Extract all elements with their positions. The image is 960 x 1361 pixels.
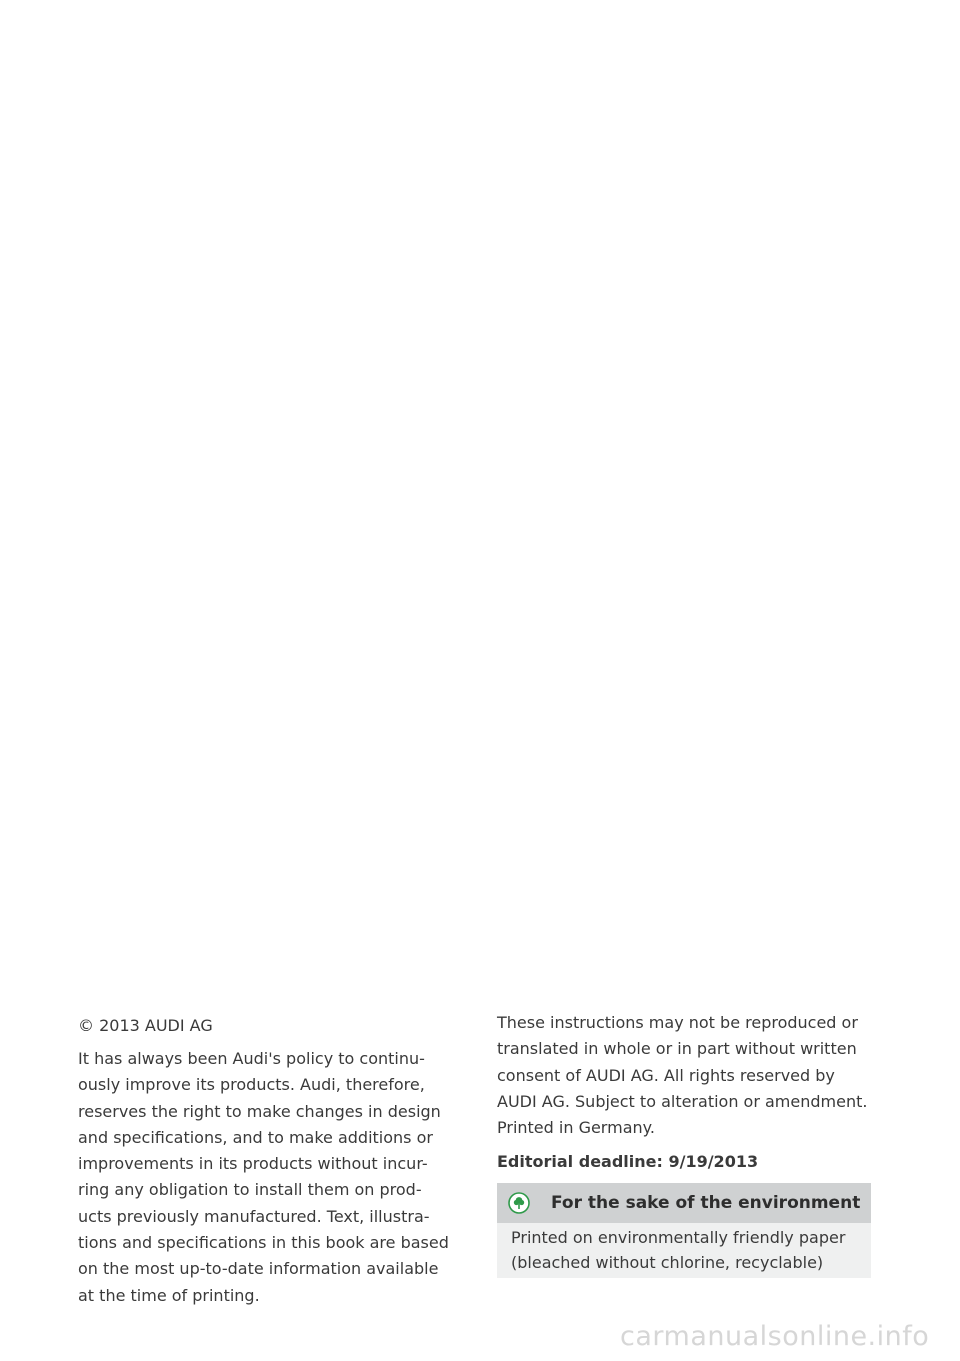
policy-line: on the most up-to-date information available (78, 1259, 439, 1279)
policy-line: It has always been Audi's policy to continu- (78, 1049, 425, 1068)
policy-line: tions and specifications in this book are based (78, 1233, 449, 1253)
policy-line: reserves the right to make changes in design (78, 1101, 441, 1121)
policy-line: improvements in its products without incur- (78, 1154, 428, 1174)
rights-line: These instructions may not be reproduced or (497, 1013, 858, 1032)
rights-line: consent of AUDI AG. All rights reserved by (497, 1065, 835, 1085)
environment-note-text (511, 1225, 845, 1275)
policy-line: at the time of printing. (78, 1285, 260, 1305)
environment-line: (bleached without chlorine, recyclable) (511, 1253, 824, 1272)
tree-icon (508, 1192, 530, 1214)
rights-paragraph (497, 1010, 867, 1141)
policy-line: ously improve its products. Audi, therefore, (78, 1075, 425, 1095)
environment-line: Printed on environmentally friendly paper (511, 1228, 846, 1247)
environment-note-body (497, 1223, 871, 1278)
policy-line: ring any obligation to install them on prod- (78, 1180, 422, 1200)
copyright-notice: © 2013 AUDI AG (78, 1016, 213, 1035)
site-watermark: carmanualsonline.info (620, 1321, 930, 1352)
rights-line: AUDI AG. Subject to alteration or amendment. (497, 1091, 868, 1111)
policy-line: ucts previously manufactured. Text, illustra- (78, 1206, 430, 1226)
editorial-deadline: Editorial deadline: 9/19/2013 (497, 1152, 759, 1171)
environment-note-box (497, 1183, 871, 1278)
policy-line: and specifications, and to make additions or (78, 1127, 433, 1147)
environment-note-header (497, 1183, 871, 1223)
rights-line: translated in whole or in part without written (497, 1039, 857, 1059)
environment-note-title: For the sake of the environment (551, 1193, 861, 1213)
rights-line: Printed in Germany. (497, 1118, 655, 1138)
policy-paragraph (78, 1046, 449, 1309)
